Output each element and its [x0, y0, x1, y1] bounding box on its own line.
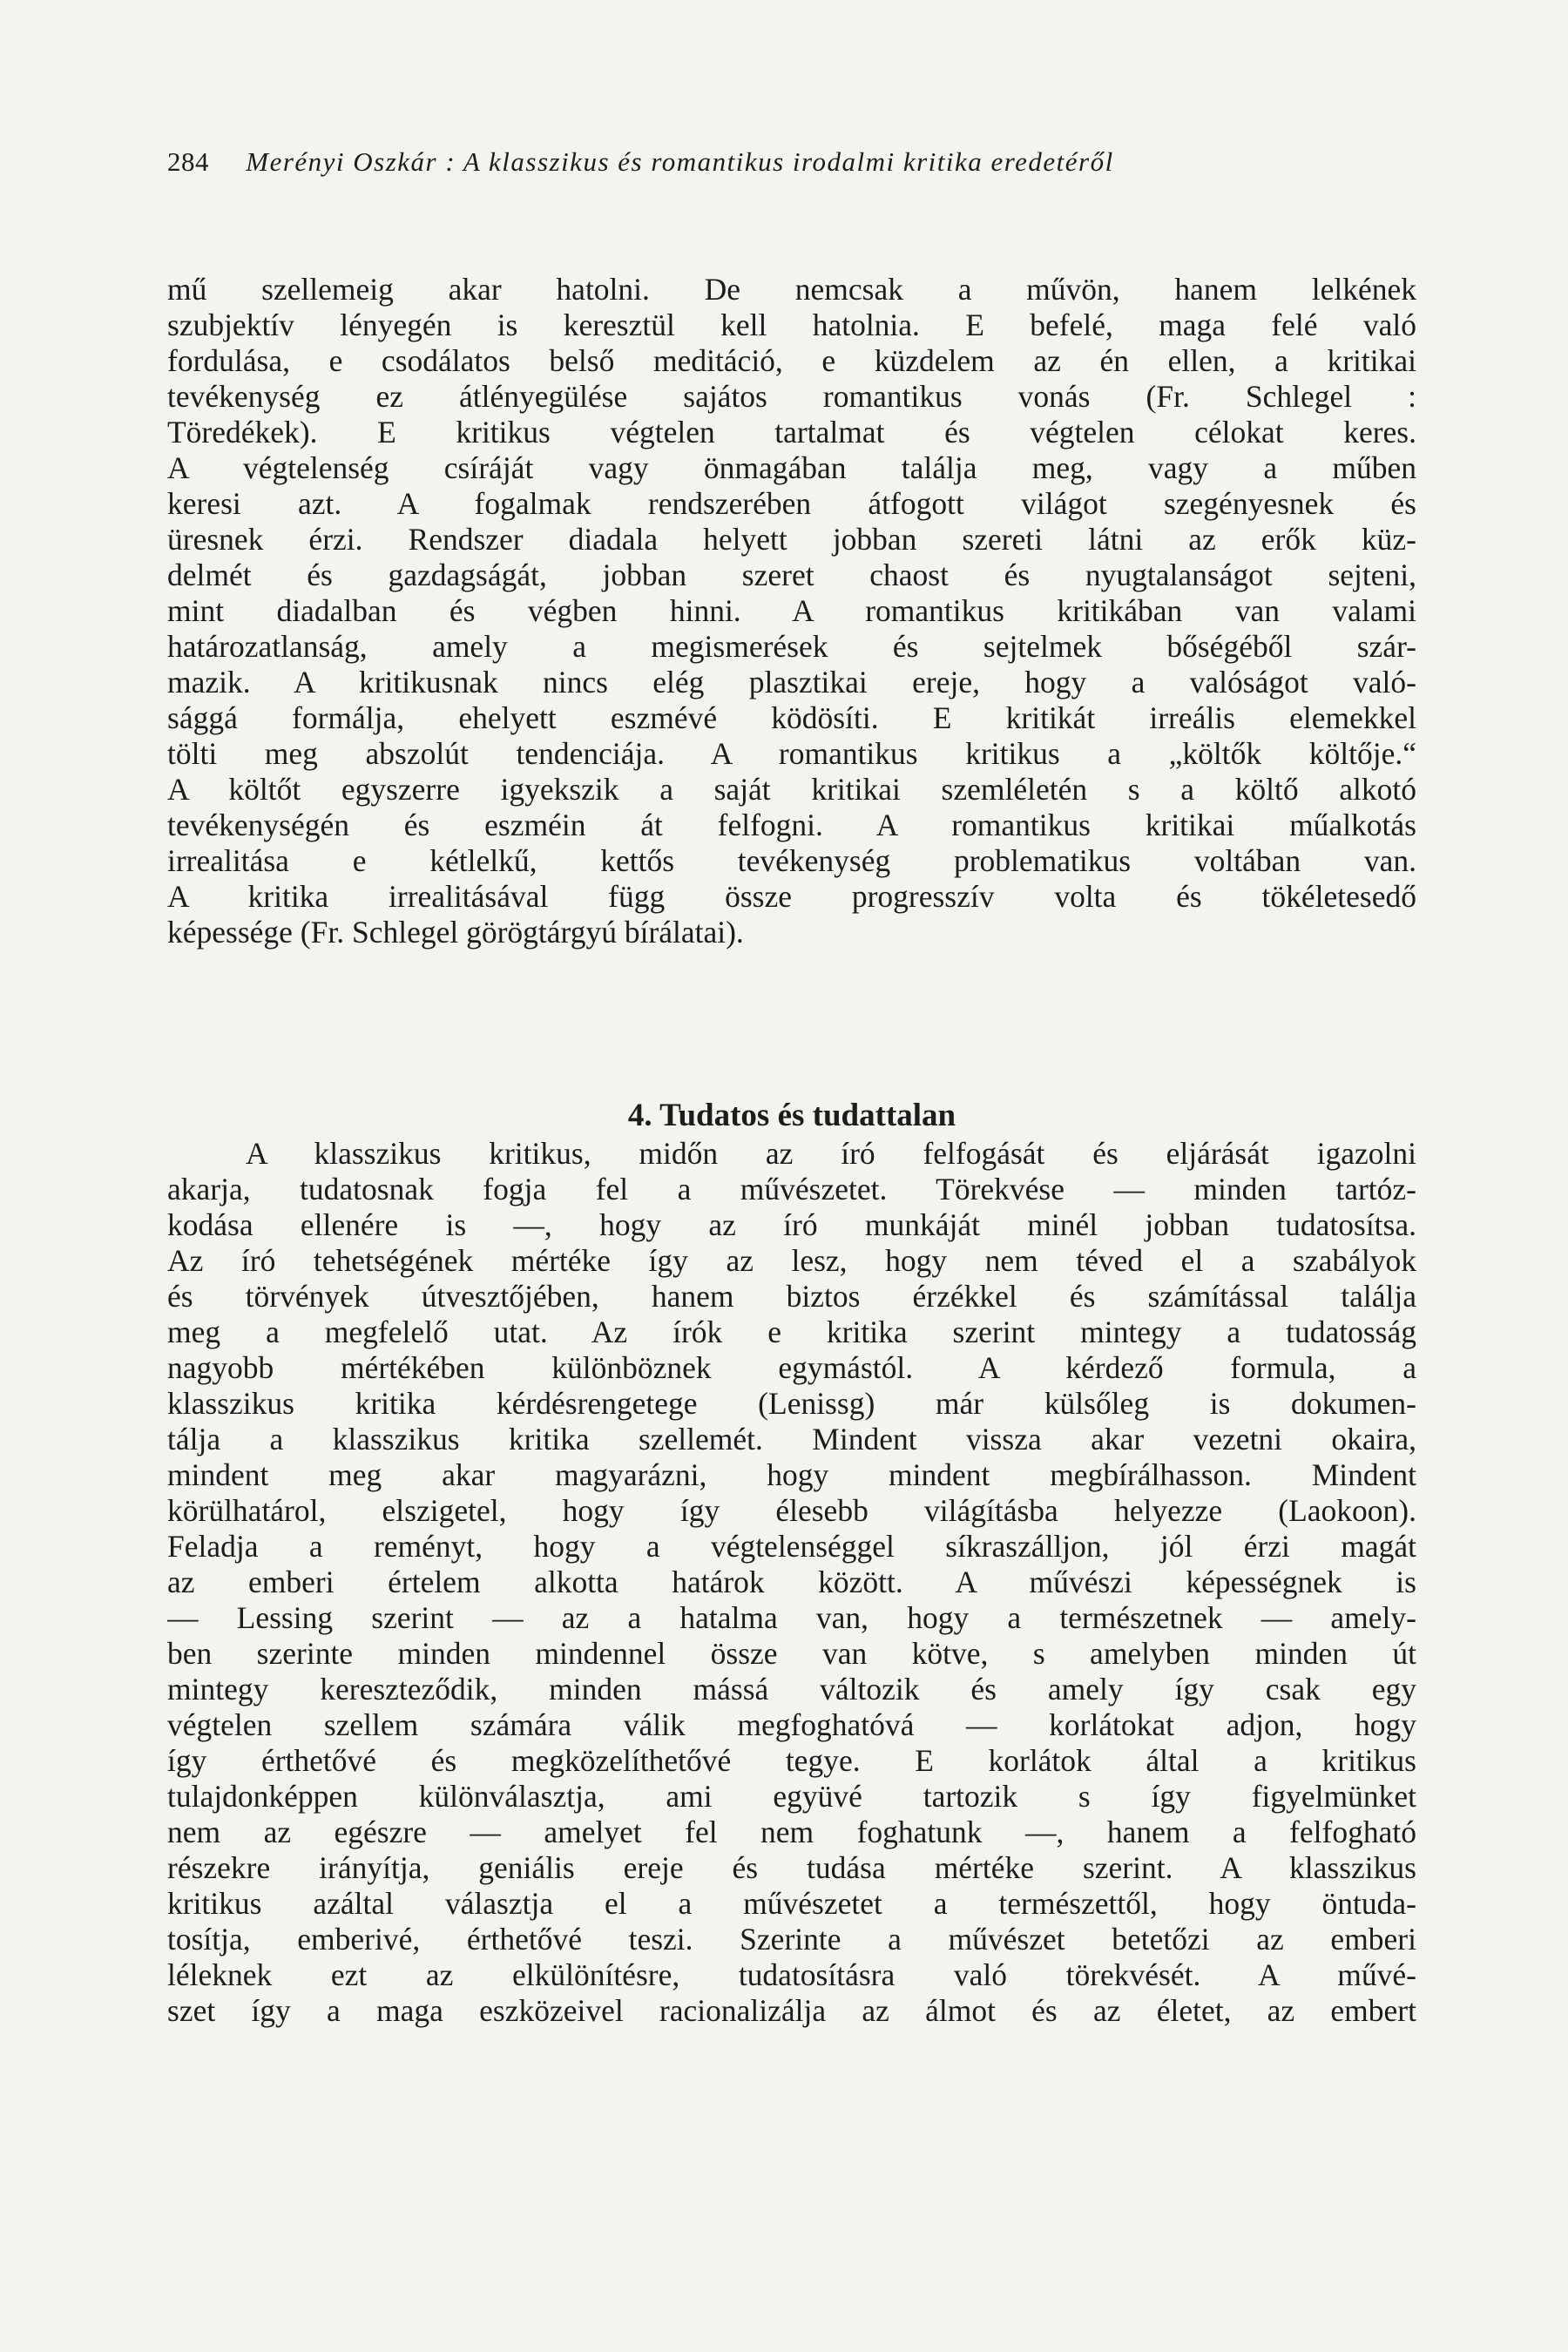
text-line: tölti meg abszolút tendenciája. A romantikus kritikus a „költők költője.“ [167, 736, 1416, 771]
text-line: klasszikus kritika kérdésrengetege (Lenissg) már külsőleg is dokumen- [167, 1386, 1416, 1421]
text-line: mint diadalban és végben hinni. A romantikus kritikában van valami [167, 593, 1416, 628]
text-line: végtelen szellem számára válik megfoghatóvá — korlátokat adjon, hogy [167, 1707, 1416, 1742]
text-line: tevékenység ez átlényegülése sajátos romantikus vonás (Fr. Schlegel : [167, 379, 1416, 414]
text-line: ben szerinte minden mindennel össze van kötve, s amelyben minden út [167, 1636, 1416, 1671]
text-line: tulajdonképpen különválasztja, ami együvé tartozik s így figyelmünket [167, 1779, 1416, 1814]
text-line: mintegy kereszteződik, minden mássá változik és amely így csak egy [167, 1672, 1416, 1707]
text-line: képessége (Fr. Schlegel görögtárgyú bírálatai). [167, 915, 744, 950]
running-header [167, 146, 1430, 199]
text-line: fordulása, e csodálatos belső meditáció, e küzdelem az én ellen, a kritikai [167, 343, 1416, 378]
text-line: A klasszikus kritikus, midőn az író felfogását és eljárását igazolni [246, 1136, 1416, 1171]
text-line: és törvények útvesztőjében, hanem biztos érzékkel és számítással találja [167, 1279, 1416, 1314]
paragraph-classical-criticism [167, 1136, 1416, 2029]
text-line: tosítja, emberivé, érthetővé teszi. Szerinte a művészet betetőzi az emberi [167, 1922, 1416, 1957]
text-line: akarja, tudatosnak fogja fel a művészetet. Törekvése — minden tartóz- [167, 1172, 1416, 1206]
text-line: kritikus azáltal választja el a művészetet a természettől, hogy öntuda- [167, 1886, 1416, 1921]
text-line: keresi azt. A fogalmak rendszerében átfogott világot szegényesnek és [167, 486, 1416, 521]
text-line: A kritika irrealitásával függ össze progresszív volta és tökéletesedő [167, 879, 1416, 914]
text-line: nagyobb mértékében különböznek egymástól. A kérdező formula, a [167, 1350, 1416, 1385]
text-line: szet így a maga eszközeivel racionalizálja az álmot és az életet, az embert [167, 1993, 1416, 2028]
text-line: mindent meg akar magyarázni, hogy mindent megbírálhasson. Mindent [167, 1457, 1416, 1492]
text-line: delmét és gazdagságát, jobban szeret chaost és nyugtalanságot sejteni, [167, 558, 1416, 592]
text-line: Töredékek). E kritikus végtelen tartalmat és végtelen célokat keres. [167, 415, 1416, 449]
text-line: Az író tehetségének mértéke így az lesz, hogy nem téved el a szabályok [167, 1243, 1416, 1278]
text-line: körülhatárol, elszigetel, hogy így élesebb világításba helyezze (Laokoon). [167, 1493, 1416, 1528]
text-line: szubjektív lényegén is keresztül kell hatolnia. E befelé, maga felé való [167, 308, 1416, 342]
text-line: üresnek érzi. Rendszer diadala helyett jobban szereti látni az erők küz- [167, 522, 1416, 557]
text-line: tevékenységén és eszméin át felfogni. A romantikus kritikai műalkotás [167, 808, 1416, 842]
section-heading: 4. Tudatos és tudattalan [627, 1098, 956, 1133]
page-number: 284 [167, 146, 209, 177]
text-line: meg a megfelelő utat. Az írók e kritika szerint mintegy a tudatosság [167, 1315, 1416, 1349]
text-line: az emberi értelem alkotta határok között. A művészi képességnek is [167, 1565, 1416, 1599]
text-line: tálja a klasszikus kritika szellemét. Mindent vissza akar vezetni okaira, [167, 1422, 1416, 1456]
text-line: nem az egészre — amelyet fel nem foghatunk —, hanem a felfogható [167, 1815, 1416, 1849]
text-line: A költőt egyszerre igyekszik a saját kritikai szemléletén s a költő alkotó [167, 772, 1416, 807]
text-line: léleknek ezt az elkülönítésre, tudatosításra való törekvését. A művé- [167, 1957, 1416, 1992]
text-line: mű szellemeig akar hatolni. De nemcsak a művön, hanem lelkének [167, 272, 1416, 307]
text-line: határozatlanság, amely a megismerések és sejtelmek bőségéből szár- [167, 629, 1416, 664]
text-line: sággá formálja, ehelyett eszmévé ködösíti. E kritikát irreális elemekkel [167, 700, 1416, 735]
text-line: A végtelenség csíráját vagy önmagában találja meg, vagy a műben [167, 450, 1416, 485]
text-line: így érthetővé és megközelíthetővé tegye. E korlátok által a kritikus [167, 1743, 1416, 1778]
text-line: részekre irányítja, geniális ereje és tudása mértéke szerint. A klasszikus [167, 1850, 1416, 1885]
text-line: irrealitása e kétlelkű, kettős tevékenység problematikus voltában van. [167, 843, 1416, 878]
text-line: kodása ellenére is —, hogy az író munkáját minél jobban tudatosítsa. [167, 1207, 1416, 1242]
running-title: Merényi Oszkár : A klasszikus és romantikus irodalmi kritika eredetéről [246, 146, 1114, 177]
text-line: — Lessing szerint — az a hatalma van, hogy a természetnek — amely- [167, 1600, 1416, 1635]
text-line: mazik. A kritikusnak nincs elég plasztikai ereje, hogy a valóságot való- [167, 665, 1416, 700]
text-line: Feladja a reményt, hogy a végtelenséggel síkraszálljon, jól érzi magát [167, 1529, 1416, 1564]
paragraph-romantic-criticism [167, 272, 1416, 950]
